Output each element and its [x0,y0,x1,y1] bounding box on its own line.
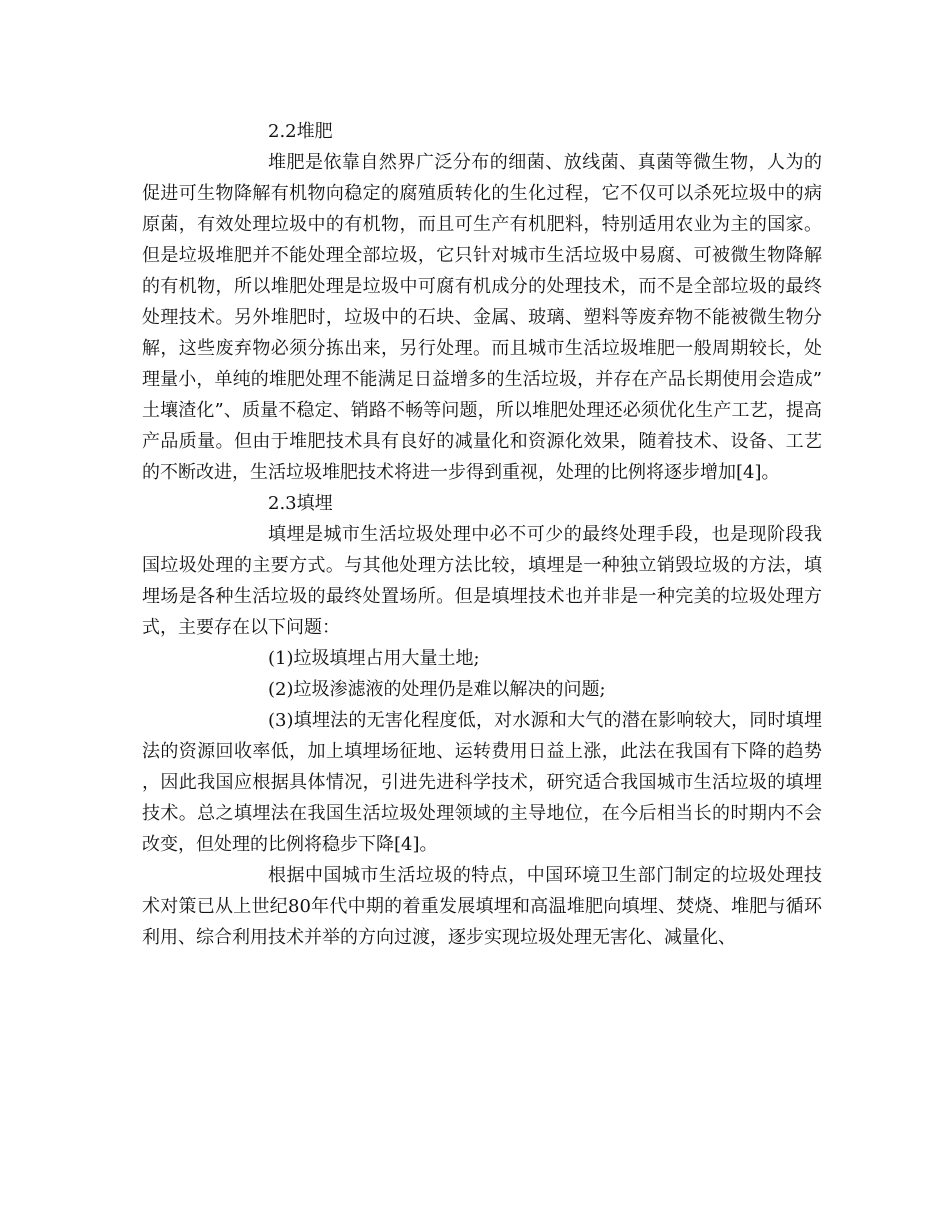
document-body [142,116,822,953]
list-item-leachate: (2)垃圾渗滤液的处理仍是难以解决的问题; [268,679,606,700]
list-item-land-use: (1)垃圾填埋占用大量土地; [268,648,480,669]
paragraph-compost: 堆肥是依靠自然界广泛分布的细菌、放线菌、真菌等微生物，人为的促进可生物降解有机物向稳定的腐殖质转化的生化过程，它不仅可以杀死垃圾中的病原菌，有效处理垃圾中的有机物，而且可生产有机肥料，特别适用农业为主的国家。但是垃圾堆肥并不能处理全部垃圾，它只针对城市生活垃圾中易腐、可被微生物降解的有机物，所以堆肥处理是垃圾中可腐有机成分的处理技术，而不是全部垃圾的最终处理技术。另外堆肥时，垃圾中的石块、金属、玻璃、塑料等废弃物不能被微生物分解，这些废弃物必须分拣出来，另行处理。而且城市生活垃圾堆肥一般周期较长，处理量小，单纯的堆肥处理不能满足日益增多的生活垃圾，并存在产品长期使用会造成”土壤渣化”、质量不稳定、销路不畅等问题，所以堆肥处理还必须优化生产工艺，提高产品质量。但由于堆肥技术具有良好的减量化和资源化效果，随着技术、设备、工艺的不断改进，生活垃圾堆肥技术将进一步得到重视，处理的比例将逐步增加[4]。 [142,152,822,483]
list-item-harmlessness: (3)填埋法的无害化程度低，对水源和大气的潜在影响较大，同时填埋法的资源回收率低，加上填埋场征地、运转费用日益上涨，此法在我国有下降的趋势，因此我国应根据具体情况，引进先进科学技术，研究适合我国城市生活垃圾的填埋技术。总之填埋法在我国生活垃圾处理领域的主导地位，在今后相当长的时期内不会改变，但处理的比例将稳步下降[4]。 [142,710,822,855]
section-heading-landfill: 2.3填埋 [268,493,333,514]
section-heading-compost: 2.2堆肥 [268,121,333,142]
paragraph-strategy: 根据中国城市生活垃圾的特点，中国环境卫生部门制定的垃圾处理技术对策已从上世纪80年代中期的着重发展填埋和高温堆肥向填埋、焚烧、堆肥与循环利用、综合利用技术并举的方向过渡，逐步实现垃圾处理无害化、减量化、 [142,865,822,948]
paragraph-landfill: 填埋是城市生活垃圾处理中必不可少的最终处理手段，也是现阶段我国垃圾处理的主要方式。与其他处理方法比较，填埋是一种独立销毁垃圾的方法，填埋场是各种生活垃圾的最终处置场所。但是填埋技术也并非是一种完美的垃圾处理方式，主要存在以下问题： [142,524,822,638]
